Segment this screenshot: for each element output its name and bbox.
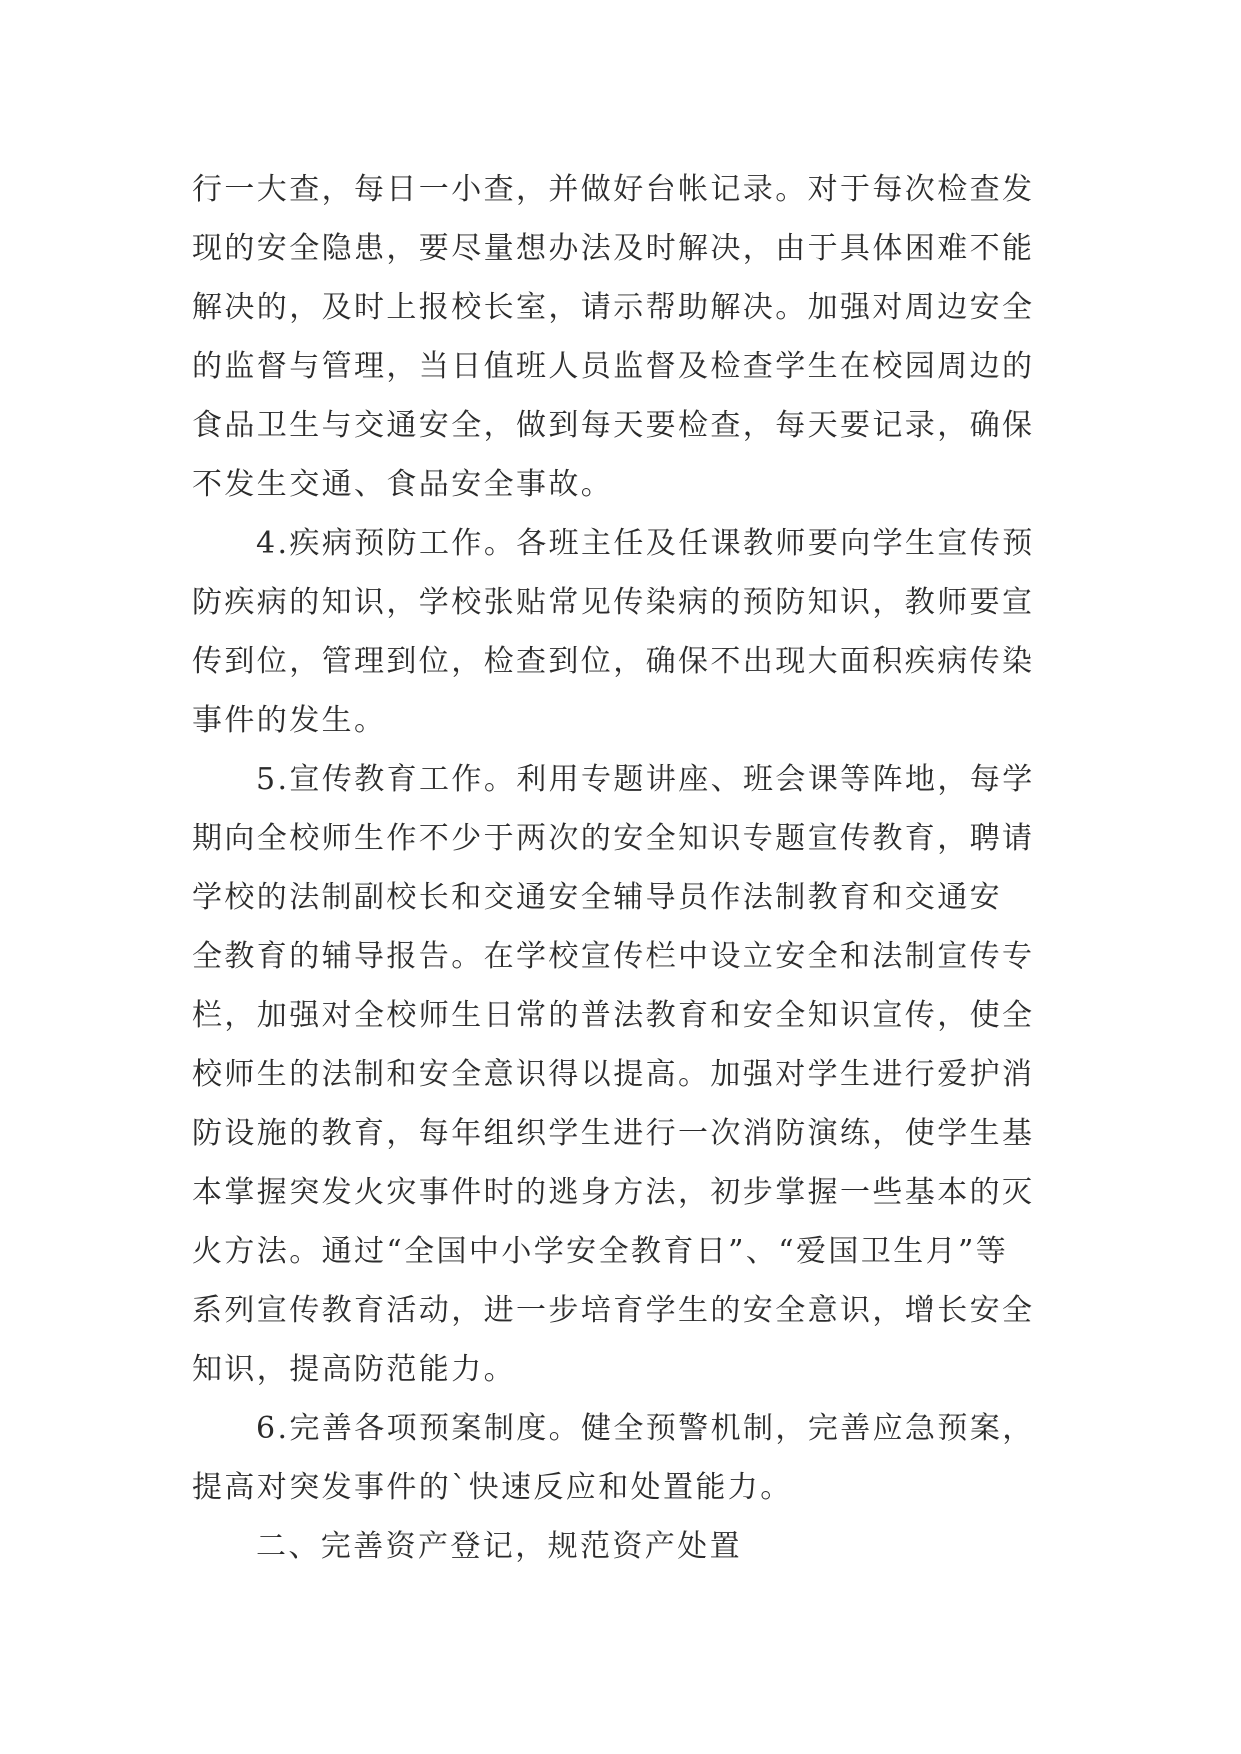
text-line: 事件的发生。 [192, 703, 387, 738]
text-line: 学校的法制副校长和交通安全辅导员作法制教育和交通安 [192, 880, 1002, 915]
text-line: 食品卫生与交通安全，做到每天要检查，每天要记录，确保 [192, 408, 1035, 443]
text-line: 期向全校师生作不少于两次的安全知识专题宣传教育，聘请 [192, 821, 1035, 856]
text-line: 防设施的教育，每年组织学生进行一次消防演练，使学生基 [192, 1116, 1035, 1151]
text-line: 行一大查，每日一小查，并做好台帐记录。对于每次检查发 [192, 172, 1035, 207]
text-line: 火方法。通过“全国中小学安全教育日”、“爱国卫生月”等 [192, 1234, 1009, 1269]
text-line: 提高对突发事件的`快速反应和处置能力。 [192, 1470, 793, 1505]
paragraph-start-line: 6.完善各项预案制度。健全预警机制，完善应急预案， [256, 1411, 1035, 1446]
section-heading: 二、完善资产登记，规范资产处置 [256, 1529, 742, 1564]
text-line: 全教育的辅导报告。在学校宣传栏中设立安全和法制宣传专 [192, 939, 1035, 974]
body-text [192, 160, 1052, 1576]
paragraph-start-line: 5.宣传教育工作。利用专题讲座、班会课等阵地，每学 [256, 762, 1035, 797]
text-line: 本掌握突发火灾事件时的逃身方法，初步掌握一些基本的灭 [192, 1175, 1035, 1210]
text-line: 栏，加强对全校师生日常的普法教育和安全知识宣传，使全 [192, 998, 1035, 1033]
text-line: 不发生交通、食品安全事故。 [192, 467, 614, 502]
text-line: 解决的，及时上报校长室，请示帮助解决。加强对周边安全 [192, 290, 1035, 325]
text-line: 系列宣传教育活动，进一步培育学生的安全意识，增长安全 [192, 1293, 1035, 1328]
paragraph-start-line: 4.疾病预防工作。各班主任及任课教师要向学生宣传预 [256, 526, 1035, 561]
text-line: 校师生的法制和安全意识得以提高。加强对学生进行爱护消 [192, 1057, 1035, 1092]
text-line: 的监督与管理，当日值班人员监督及检查学生在校园周边的 [192, 349, 1035, 384]
text-line: 传到位，管理到位，检查到位，确保不出现大面积疾病传染 [192, 644, 1035, 679]
text-line: 现的安全隐患，要尽量想办法及时解决，由于具体困难不能 [192, 231, 1035, 266]
text-line: 知识，提高防范能力。 [192, 1352, 516, 1387]
text-line: 防疾病的知识，学校张贴常见传染病的预防知识，教师要宣 [192, 585, 1035, 620]
